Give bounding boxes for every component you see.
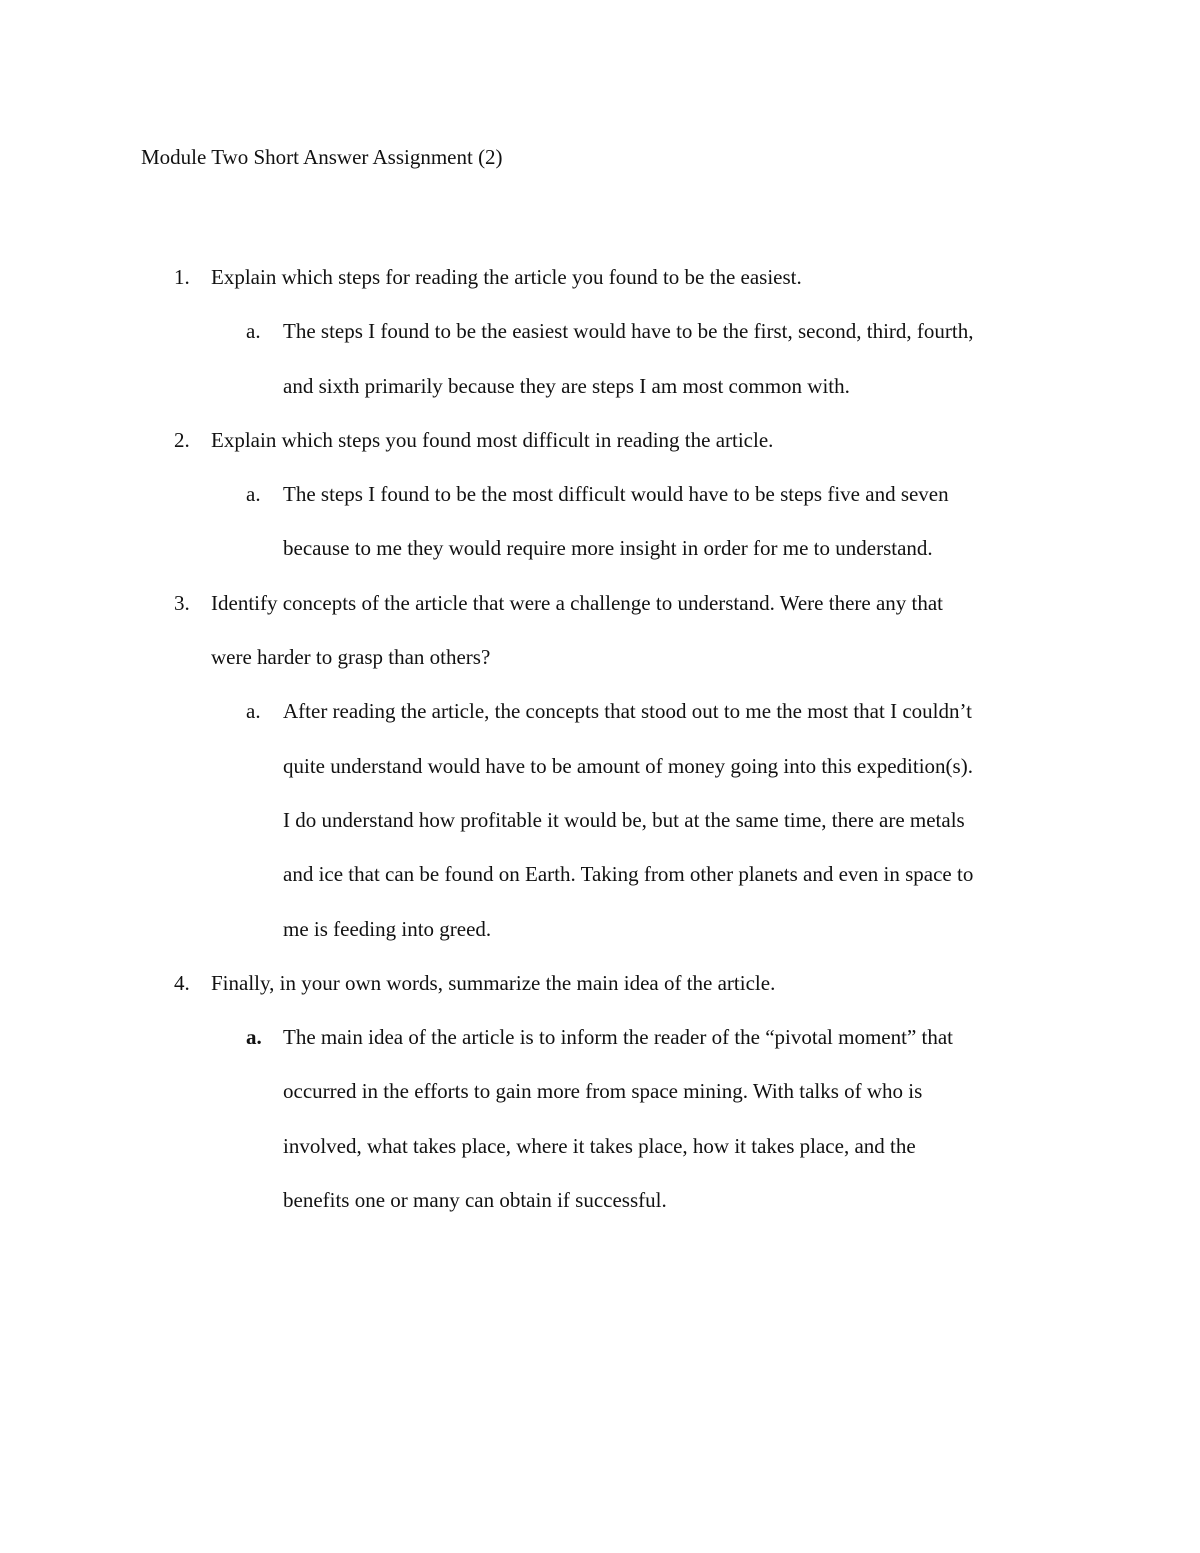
answer-text-line: me is feeding into greed. [283, 916, 492, 941]
answer-text-line: and sixth primarily because they are steps I am most common with. [283, 373, 850, 398]
document-title: Module Two Short Answer Assignment (2) [141, 145, 503, 169]
question-number: 2. [174, 427, 190, 452]
question-text-line: were harder to grasp than others? [211, 645, 491, 670]
answer-text-line: After reading the article, the concepts that stood out to me the most that I couldn’t [283, 699, 972, 724]
answer-text-line: quite understand would have to be amount of money going into this expedition(s). [283, 753, 973, 778]
answer-text-line: occurred in the efforts to gain more from space mining. With talks of who is [283, 1079, 923, 1104]
question-list [0, 250, 1200, 1227]
answer-text-line: and ice that can be found on Earth. Taking from other planets and even in space to [283, 862, 974, 887]
question-number: 1. [174, 265, 190, 289]
question-item-4 [174, 956, 1061, 1010]
question-item-2 [174, 413, 1061, 467]
answer-letter: a. [246, 1025, 262, 1050]
answer-letter: a. [246, 699, 261, 724]
answer-letter: a. [246, 319, 261, 344]
answer-text-line: because to me they would require more insight in order for me to understand. [283, 536, 933, 561]
answer-text-line: The steps I found to be the most difficult would have to be steps five and seven [283, 482, 949, 507]
answer-item-4 [246, 1010, 1068, 1227]
question-text-line: Identify concepts of the article that were a challenge to understand. Were there any that [211, 590, 944, 615]
answer-item-3 [246, 684, 1068, 955]
answer-text-line: I do understand how profitable it would be, but at the same time, there are metals [283, 807, 965, 832]
answer-text-line: benefits one or many can obtain if successful. [283, 1188, 667, 1213]
question-text-line: Explain which steps you found most difficult in reading the article. [211, 427, 774, 452]
answer-item-2 [246, 467, 1068, 576]
answer-letter: a. [246, 482, 261, 507]
answer-text-line: The steps I found to be the easiest would have to be the first, second, third, fourth, [283, 319, 974, 344]
answer-text-line: involved, what takes place, where it takes place, how it takes place, and the [283, 1133, 916, 1158]
answer-item-1 [246, 304, 1068, 413]
question-text-line: Explain which steps for reading the article you found to be the easiest. [211, 265, 802, 289]
question-text-line: Finally, in your own words, summarize the main idea of the article. [211, 970, 776, 995]
question-item-1 [174, 250, 1061, 304]
question-number: 3. [174, 590, 190, 615]
question-item-3 [174, 576, 1061, 685]
answer-text-line: The main idea of the article is to inform the reader of the “pivotal moment” that [283, 1025, 954, 1050]
question-number: 4. [174, 970, 190, 995]
